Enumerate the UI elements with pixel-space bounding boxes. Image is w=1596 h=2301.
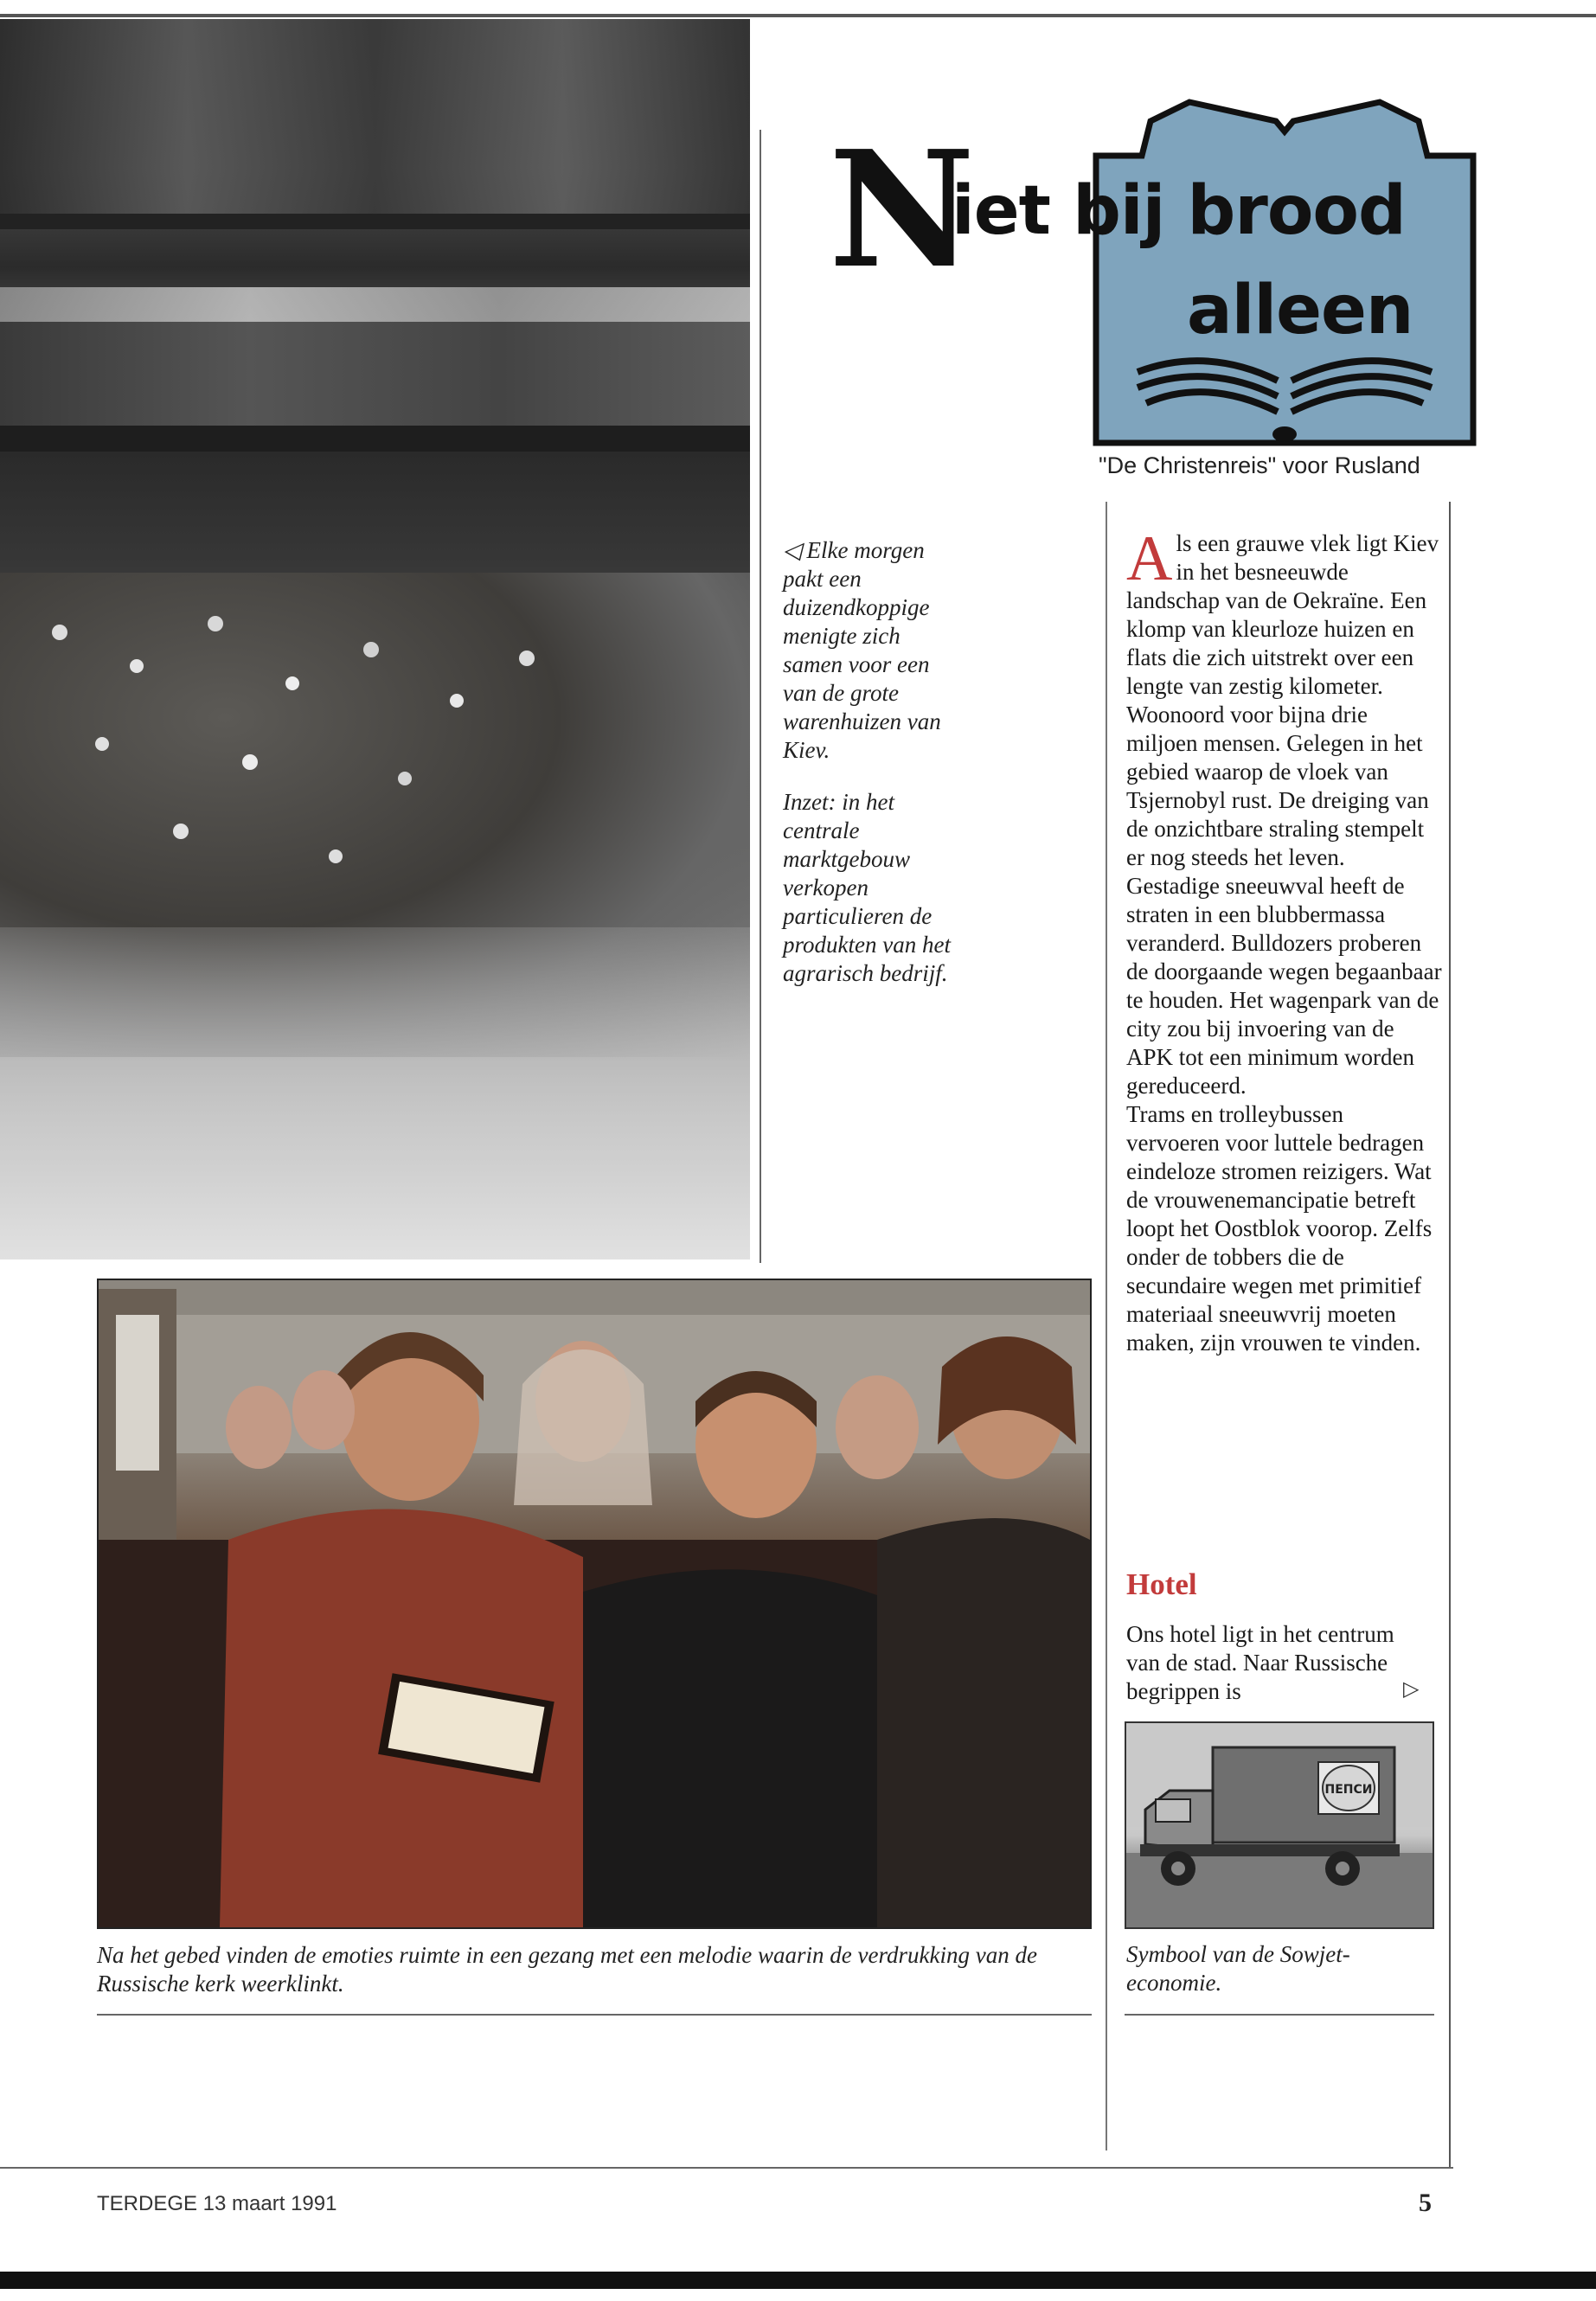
- section-heading-hotel: Hotel: [1126, 1567, 1197, 1601]
- publication-line: TERDEGE 13 maart 1991: [97, 2192, 337, 2215]
- title-line-2: alleen: [1187, 272, 1413, 349]
- truck-photo: [1125, 1721, 1434, 1929]
- caption-rule-right: [1125, 2014, 1434, 2016]
- body-paragraph-1: ls een grauwe vlek ligt Kiev in het besneeuwde landschap van de Oekraïne. Een klomp van kleurloze huizen en flats die zich uitstrekt over een lengte van zestig kilometer. Woonoord voor bijna drie miljoen mensen. Gelegen in het gebied waarop de vloek van Tsjernobyl rust. De dreiging van de onzichtbare straling stempelt er nog steeds het leven. Gestadige sneeuwval heeft de straten in een blubbermassa veranderd. Bulldozers proberen de doorgaande wegen begaanbaar te houden. Het wagenpark van de city zou bij invoering van de APK tot een minimum worden gereduceerd.: [1126, 530, 1442, 1099]
- title-initial: N: [829, 115, 976, 304]
- crowd-photo: [0, 19, 750, 1259]
- subtitle: "De Christenreis" voor Rusland: [1099, 452, 1420, 478]
- footer-rule: [0, 2167, 1453, 2169]
- open-book-icon: [1086, 87, 1484, 450]
- triangle-left-icon: ◁: [783, 537, 801, 563]
- title-line-1: iet bij brood: [952, 172, 1406, 250]
- body-paragraph-2: Trams en trolleybussen vervoeren voor luttele bedragen eindeloze stromen reizigers. Wat de vrouwenemancipatie betreft loopt het Oostblok voorop. Zelfs onder de tobbers die de secundaire wegen met primitief materiaal sneeuwvrij moeten maken, zijn vrouwen te vinden.: [1126, 1101, 1433, 1356]
- caption-paragraph-2: Inzet: in het centrale marktgebouw verkopen particulieren de produkten van het agrarisch bedrijf.: [783, 789, 951, 986]
- caption-rule-left: [97, 2014, 1092, 2016]
- page-number: 5: [1419, 2189, 1432, 2217]
- drop-cap: A: [1126, 523, 1173, 594]
- top-rule: [0, 14, 1596, 17]
- column-divider-middle: [1106, 502, 1107, 2150]
- bottom-bar: [0, 2272, 1596, 2289]
- caption-paragraph-1: [783, 536, 956, 765]
- women-photo-caption: Na het gebed vinden de emoties ruimte in een gezang met een melodie waarin de verdrukking van de Russische kerk weerklinkt.: [97, 1942, 1037, 1997]
- column-divider-right: [1449, 502, 1451, 2167]
- women-illustration: [99, 1280, 1090, 1927]
- crowd-photo-caption: [783, 536, 956, 1011]
- triangle-right-icon: ▷: [1403, 1678, 1420, 1701]
- hotel-paragraph: Ons hotel ligt in het centrum van de stad. Naar Russische begrippen is: [1126, 1621, 1394, 1704]
- article-body: [1126, 523, 1442, 1357]
- women-singing-photo: [97, 1279, 1092, 1929]
- truck-illustration: [1126, 1723, 1433, 1927]
- caption-text-1: Elke morgen pakt een duizendkoppige menigte zich samen voor een van de grote warenhuizen van Kiev.: [783, 537, 941, 763]
- truck-photo-caption: Symbool van de Sowjet-economie.: [1126, 1941, 1350, 1996]
- column-divider-left: [760, 130, 761, 1263]
- truck-sign-text: ПЕПСИ: [1324, 1783, 1373, 1797]
